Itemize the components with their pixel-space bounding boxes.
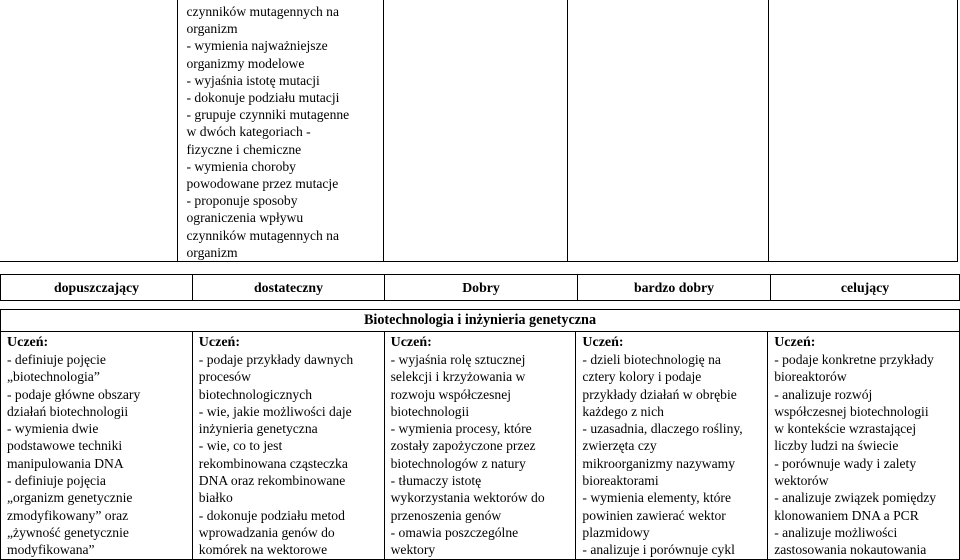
requirements-text: - podaje konkretne przykłady bioreaktorów - analizuje rozwój współczesnej biotechnologii w kontekście wzrastającej liczby ludzi na świecie - porównuje wady i zalety wektorów - analizuje związek pomiędzy klonowaniem DNA a PCR - analizuje możliwości zastosowania nokautowania (774, 352, 937, 558)
requirements-text: - dzieli biotechnologię na cztery kolory i podaje przykłady działań w obrębie każdego z nich - uzasadnia, dlaczego rośliny, zwierzęta czy mikroorganizmy nazywamy bioreaktorami - wymienia elementy, które powinien zawierać wektor plazmidowy - analizuje i porównuje cykl (582, 352, 743, 558)
column-heading: Uczeń: (198, 335, 240, 350)
grade-header: dopuszczający (1, 275, 193, 301)
table-cell (177, 0, 384, 262)
requirements-text: - definiuje pojęcie „biotechnologia” - podaje główne obszary działań biotechnologii - wymienia dwie podstawowe techniki manipulowania DNA - definiuje pojęcia „organizm genetycznie zmodyfikowany” oraz „żywność genetycznie modyfikowana” (7, 352, 141, 558)
grades-row (1, 275, 960, 301)
grade-header: Dobry (385, 275, 578, 301)
requirements-text: - podaje przykłady dawnych procesów biotechnologicznych - wie, jakie możliwości daje inżynieria genetyczna - wie, co to jest rekombinowana cząsteczka DNA oraz rekombinowane białko - dokonuje podziału metod wprowadzania genów do komórek na wektorowe (198, 352, 354, 558)
column-heading: Uczeń: (390, 335, 432, 350)
table-cell-empty (0, 0, 177, 262)
requirements-table (0, 309, 960, 560)
grade-header: celujący (771, 275, 960, 301)
grade-header: bardzo dobry (578, 275, 771, 301)
table-cell-empty (384, 0, 567, 262)
requirements-text: czynników mutagennych na organizm - wymienia najważniejsze organizmy modelowe - wyjaśnia istotę mutacji - dokonuje podziału mutacji - grupuje czynniki mutagenne w dwóch kategoriach - fizyczne i chemiczne - wymienia choroby powodowane przez mutacje - proponuje sposoby ograniczenia wpływu czynników mutagennych na organizm (186, 4, 350, 260)
grade-column-cell (768, 332, 960, 560)
grade-column-cell (1, 332, 193, 560)
grade-column-cell (384, 332, 576, 560)
requirements-text: - wyjaśnia rolę sztucznej selekcji i krzyżowania w rozwoju współczesnej biotechnologii - wymienia procesy, które zostały zapożyczone przez biotechnologów z natury - tłumaczy istotę wykorzystania wektorów do przenoszenia genów - omawia poszczególne wektory (390, 352, 545, 558)
section-row (1, 310, 960, 332)
column-heading: Uczeń: (774, 335, 816, 350)
section-title: Biotechnologia i inżynieria genetyczna (1, 310, 960, 332)
table-row (1, 332, 960, 560)
column-heading: Uczeń: (582, 335, 624, 350)
table-row (0, 0, 958, 262)
grade-header: dostateczny (193, 275, 385, 301)
grade-column-cell (576, 332, 768, 560)
grade-column-cell (192, 332, 384, 560)
grades-header-table (0, 274, 960, 301)
requirements-table-continuation (0, 0, 958, 262)
column-heading: Uczeń: (7, 335, 49, 350)
table-cell-empty (768, 0, 957, 262)
table-cell-empty (567, 0, 768, 262)
